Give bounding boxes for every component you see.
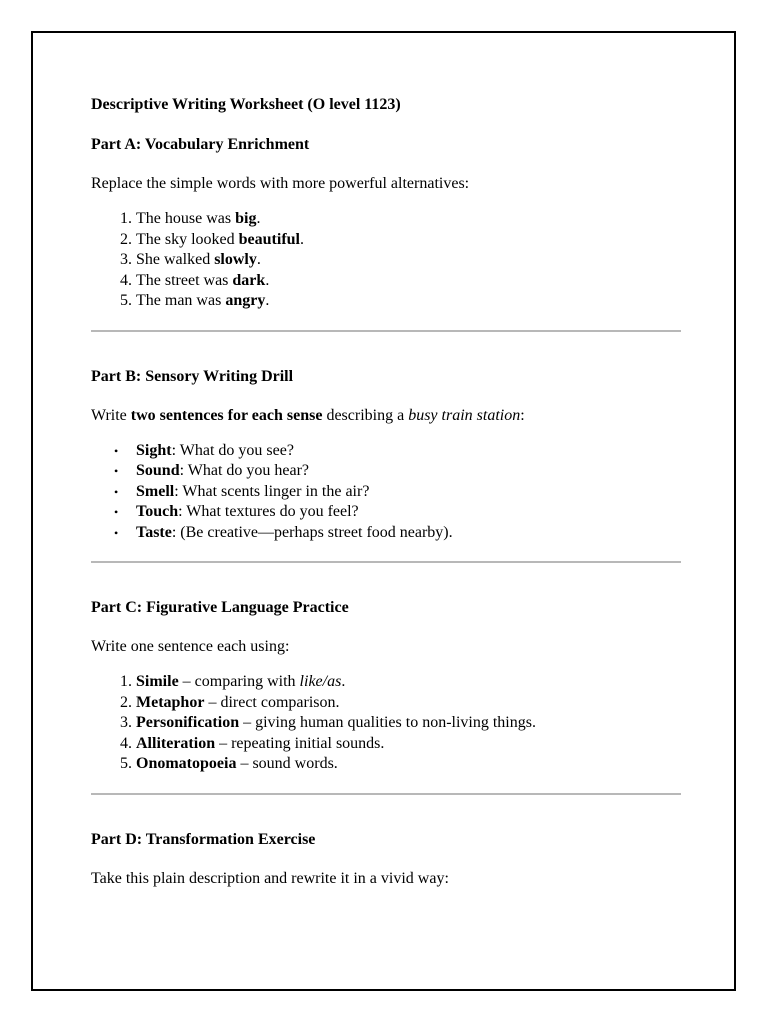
device-description: – direct comparison. [204,693,340,711]
part-a-list [91,209,681,312]
sense-label: Sound [136,462,180,479]
list-item [114,502,681,523]
device-description: – comparing with [178,673,300,690]
sense-label: Touch [136,503,179,520]
part-b-section [91,367,681,544]
part-d-section [91,830,681,889]
sense-label: Taste [136,523,172,541]
list-item [136,209,681,230]
bullet-icon: • [114,443,119,458]
part-b-instruction [91,406,681,426]
sense-prompt: : (Be creative—perhaps street food nearby). [171,523,453,541]
document-title: Descriptive Writing Worksheet (O level 1123) [91,96,401,113]
list-item [136,754,681,775]
item-bold-word: big [235,210,257,227]
part-c-instruction: Write one sentence each using: [91,638,290,655]
section-divider [91,330,681,332]
item-text: The street was [136,271,233,289]
part-c-section [91,598,681,775]
list-item [136,693,681,714]
item-bold-word: dark [232,271,266,289]
device-description: – giving human qualities to non-living things. [239,714,536,731]
item-bold-word: slowly [214,251,257,268]
item-bold-word: beautiful [238,230,300,248]
instruction-italic: busy train station [408,406,521,424]
instruction-bold: two sentences for each sense [130,406,323,424]
device-italic: like/as [299,673,342,690]
item-punct: . [256,210,261,227]
device-label: Alliteration [136,734,216,752]
document-content [91,95,681,904]
item-bold-word: angry [225,292,266,309]
part-b-heading: Part B: Sensory Writing Drill [91,367,294,385]
device-label: Simile [136,673,179,690]
list-item [136,230,681,251]
instruction-text: describing a [322,406,409,424]
part-a-heading: Part A: Vocabulary Enrichment [91,136,310,153]
item-punct: . [300,230,304,248]
document-page [31,31,736,991]
device-label: Personification [136,714,240,731]
list-item [136,271,681,292]
bullet-icon: • [114,484,119,499]
item-punct: . [265,271,270,289]
part-a-instruction: Replace the simple words with more powerful alternatives: [91,175,470,192]
section-divider [91,561,681,563]
device-description: – sound words. [236,755,338,772]
list-item [136,672,681,693]
instruction-text: Write [91,406,131,424]
device-label: Onomatopoeia [136,755,237,772]
item-punct: . [265,292,270,309]
sense-prompt: : What textures do you feel? [178,503,359,520]
sense-label: Smell [136,482,175,500]
item-text: The sky looked [136,230,239,248]
device-punct: . [341,673,346,690]
bullet-icon: • [114,464,119,478]
sense-prompt: : What do you see? [171,441,294,459]
item-text: The man was [136,292,226,309]
list-item [136,291,681,312]
part-d-instruction: Take this plain description and rewrite it in a vivid way: [91,869,449,887]
sense-prompt: : What scents linger in the air? [174,482,370,500]
item-punct: . [256,251,261,268]
list-item [136,713,681,734]
part-b-list [91,441,681,544]
bullet-icon: • [114,505,119,519]
bullet-icon: • [114,525,119,540]
part-c-heading: Part C: Figurative Language Practice [91,599,349,616]
section-divider [91,793,681,795]
part-c-list [91,672,681,775]
sense-prompt: : What do you hear? [179,462,310,479]
list-item [114,441,681,462]
list-item [136,734,681,755]
list-item [114,461,681,482]
list-item [114,482,681,503]
list-item [136,250,681,271]
item-text: She walked [136,251,215,268]
device-label: Metaphor [136,693,205,711]
device-description: – repeating initial sounds. [215,734,385,752]
item-text: The house was [136,210,236,227]
list-item [114,523,681,544]
part-d-heading: Part D: Transformation Exercise [91,830,316,848]
sense-label: Sight [136,441,172,459]
instruction-punct: : [520,406,525,424]
part-a-section [91,135,681,312]
